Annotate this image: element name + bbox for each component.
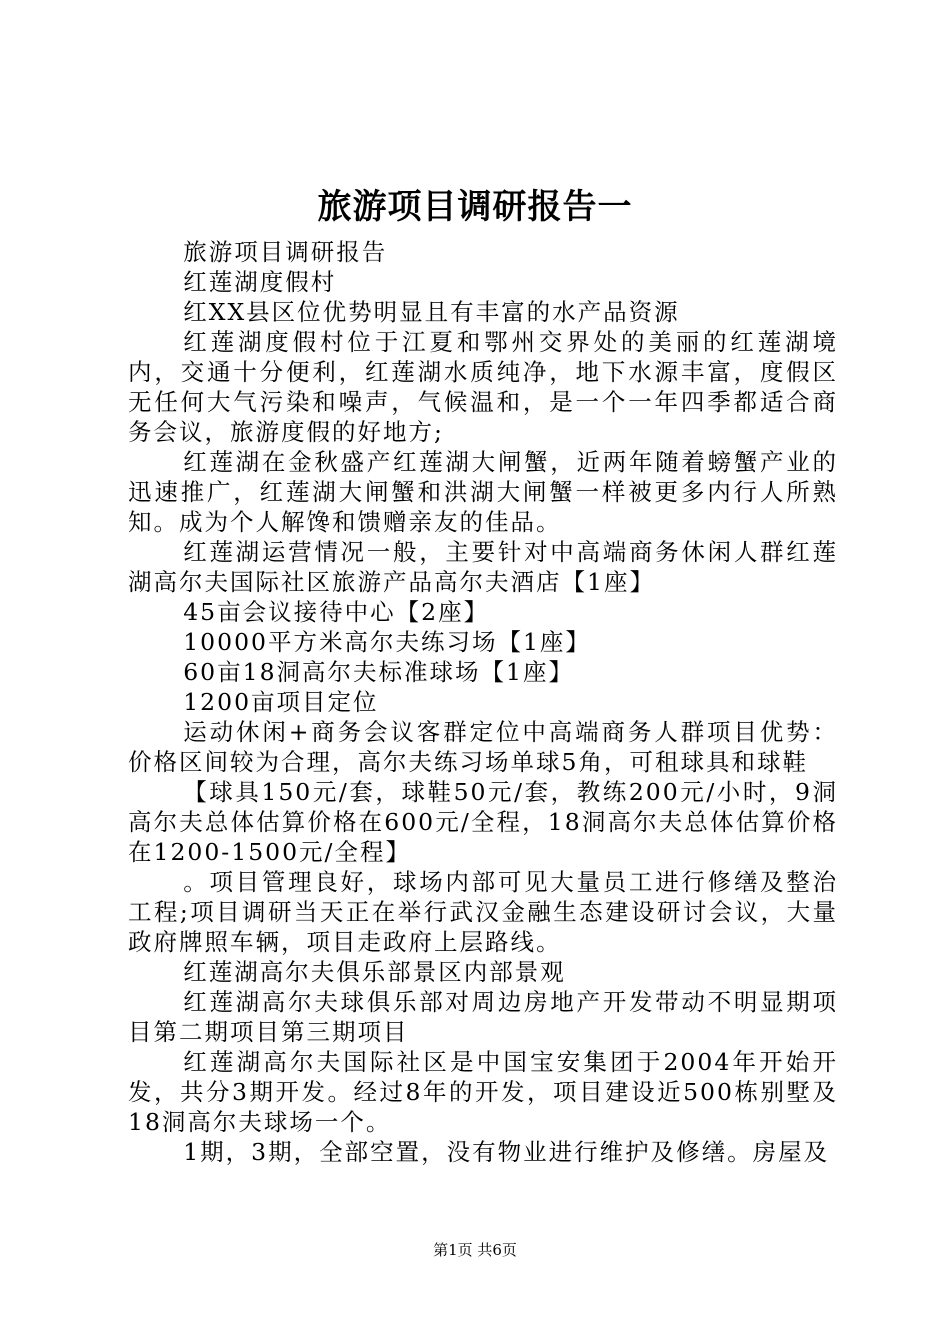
paragraph: 10000平方米高尔夫练习场【1座】 bbox=[183, 628, 591, 656]
page-footer bbox=[0, 1240, 950, 1260]
paragraph: 红莲湖运营情况一般，主要针对中高端商务休闲人群红莲湖高尔夫国际社区旅游产品高尔夫酒店【1座】 bbox=[128, 538, 838, 596]
paragraph: 红莲湖度假村 bbox=[183, 268, 337, 296]
paragraph: 旅游项目调研报告 bbox=[183, 238, 388, 266]
paragraph: 。项目管理良好，球场内部可见大量员工进行修缮及整治工程;项目调研当天正在举行武汉金融生态建设研讨会议，大量政府牌照车辆，项目走政府上层路线。 bbox=[128, 868, 838, 956]
document-body bbox=[128, 237, 838, 1167]
paragraph: 45亩会议接待中心【2座】 bbox=[183, 598, 490, 626]
paragraph: 红莲湖高尔夫国际社区是中国宝安集团于2004年开始开发，共分3期开发。经过8年的开发，项目建设近500栋别墅及18洞高尔夫球场一个。 bbox=[128, 1048, 838, 1136]
paragraph: 红莲湖高尔夫球俱乐部对周边房地产开发带动不明显期项目第二期项目第三期项目 bbox=[128, 988, 838, 1046]
paragraph: 红XX县区位优势明显且有丰富的水产品资源 bbox=[183, 298, 680, 326]
paragraph: 60亩18洞高尔夫标准球场【1座】 bbox=[183, 658, 574, 686]
paragraph: 1200亩项目定位 bbox=[183, 688, 379, 716]
paragraph: 【球具150元/套，球鞋50元/套，教练200元/小时，9洞高尔夫总体估算价格在600元/全程，18洞高尔夫总体估算价格在1200-1500元/全程】 bbox=[128, 778, 838, 866]
page-number: 第1页 共6页 bbox=[433, 1241, 517, 1259]
paragraph: 红莲湖在金秋盛产红莲湖大闸蟹，近两年随着螃蟹产业的迅速推广，红莲湖大闸蟹和洪湖大闸蟹一样被更多内行人所熟知。成为个人解馋和馈赠亲友的佳品。 bbox=[128, 448, 838, 536]
paragraph: 红莲湖度假村位于江夏和鄂州交界处的美丽的红莲湖境内，交通十分便利，红莲湖水质纯净，地下水源丰富，度假区无任何大气污染和噪声，气候温和，是一个一年四季都适合商务会议，旅游度假的好地方; bbox=[128, 328, 838, 446]
paragraph: 红莲湖高尔夫俱乐部景区内部景观 bbox=[183, 958, 566, 986]
paragraph: 1期，3期，全部空置，没有物业进行维护及修缮。房屋及 bbox=[183, 1138, 830, 1166]
paragraph: 运动休闲+商务会议客群定位中高端商务人群项目优势：价格区间较为合理，高尔夫练习场单球5角，可租球具和球鞋 bbox=[128, 718, 838, 776]
document-title: 旅游项目调研报告一 bbox=[317, 187, 633, 227]
